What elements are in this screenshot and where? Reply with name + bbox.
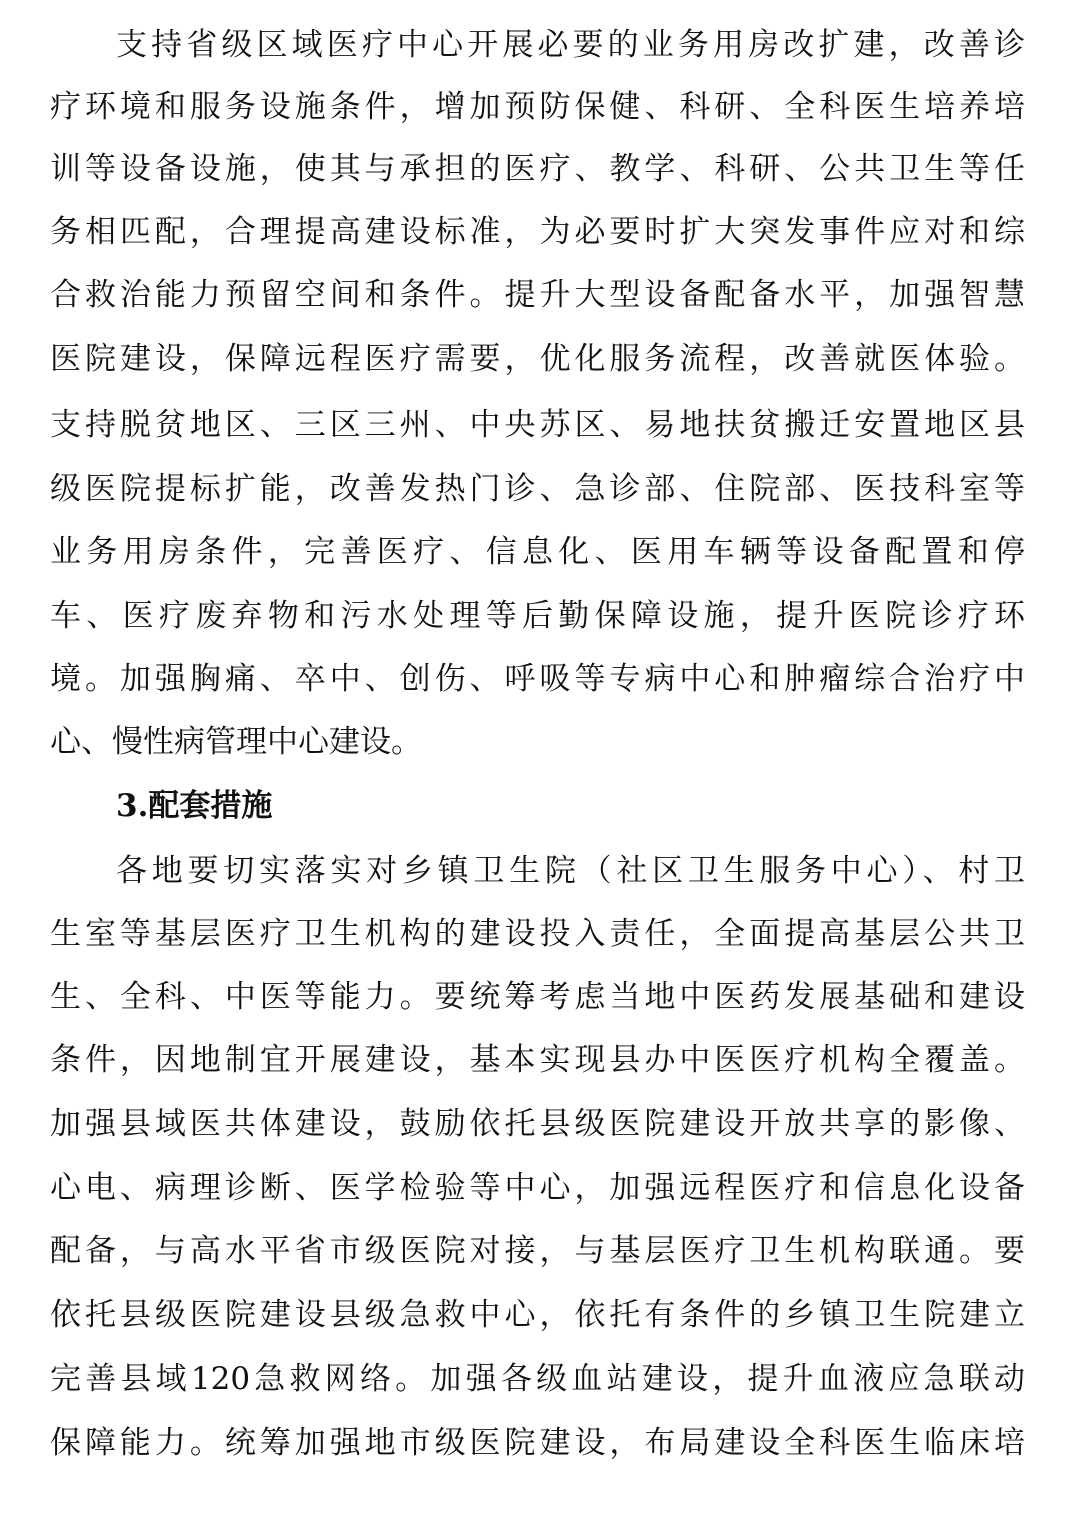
paragraph-1-line-12: 心、慢性病管理中心建设。 <box>50 724 422 760</box>
paragraph-1-line-6: 医院建设，保障远程医疗需要，优化服务流程，改善就医体验。 <box>50 341 1025 377</box>
paragraph-2-line-1: 各地要切实落实对乡镇卫生院（社区卫生服务中心）、村卫 <box>116 853 1025 889</box>
paragraph-1-line-2: 疗环境和服务设施条件，增加预防保健、科研、全科医生培养培 <box>50 89 1025 125</box>
paragraph-2-line-9: 完善县域120急救网络。加强各级血站建设，提升血液应急联动 <box>50 1361 1025 1397</box>
paragraph-1-line-9: 业务用房条件，完善医疗、信息化、医用车辆等设备配置和停 <box>50 534 1025 570</box>
paragraph-1-line-5: 合救治能力预留空间和条件。提升大型设备配备水平，加强智慧 <box>50 277 1025 313</box>
paragraph-2-line-3: 生、全科、中医等能力。要统筹考虑当地中医药发展基础和建设 <box>50 979 1025 1015</box>
paragraph-1-line-11: 境。加强胸痛、卒中、创伤、呼吸等专病中心和肿瘤综合治疗中 <box>50 661 1025 697</box>
paragraph-1-line-10: 车、医疗废弃物和污水处理等后勤保障设施，提升医院诊疗环 <box>50 598 1025 634</box>
paragraph-1-line-4: 务相匹配，合理提高建设标准，为必要时扩大突发事件应对和综 <box>50 214 1025 250</box>
section-heading: 3.配套措施 <box>116 788 273 824</box>
paragraph-1-line-3: 训等设备设施，使其与承担的医疗、教学、科研、公共卫生等任 <box>50 151 1025 187</box>
paragraph-2-line-4: 条件，因地制宜开展建设，基本实现县办中医医疗机构全覆盖。 <box>50 1042 1025 1078</box>
paragraph-2-line-6: 心电、病理诊断、医学检验等中心，加强远程医疗和信息化设备 <box>50 1170 1025 1206</box>
paragraph-1-line-7: 支持脱贫地区、三区三州、中央苏区、易地扶贫搬迁安置地区县 <box>50 407 1025 443</box>
paragraph-2-line-2: 生室等基层医疗卫生机构的建设投入责任，全面提高基层公共卫 <box>50 916 1025 952</box>
paragraph-1-line-8: 级医院提标扩能，改善发热门诊、急诊部、住院部、医技科室等 <box>50 471 1025 507</box>
paragraph-1-line-1: 支持省级区域医疗中心开展必要的业务用房改扩建，改善诊 <box>116 27 1025 63</box>
paragraph-2-line-10: 保障能力。统筹加强地市级医院建设，布局建设全科医生临床培 <box>50 1425 1025 1461</box>
paragraph-2-line-7: 配备，与高水平省市级医院对接，与基层医疗卫生机构联通。要 <box>50 1233 1025 1269</box>
paragraph-2-line-5: 加强县域医共体建设，鼓励依托县级医院建设开放共享的影像、 <box>50 1106 1025 1142</box>
paragraph-2-line-8: 依托县级医院建设县级急救中心，依托有条件的乡镇卫生院建立 <box>50 1297 1025 1333</box>
